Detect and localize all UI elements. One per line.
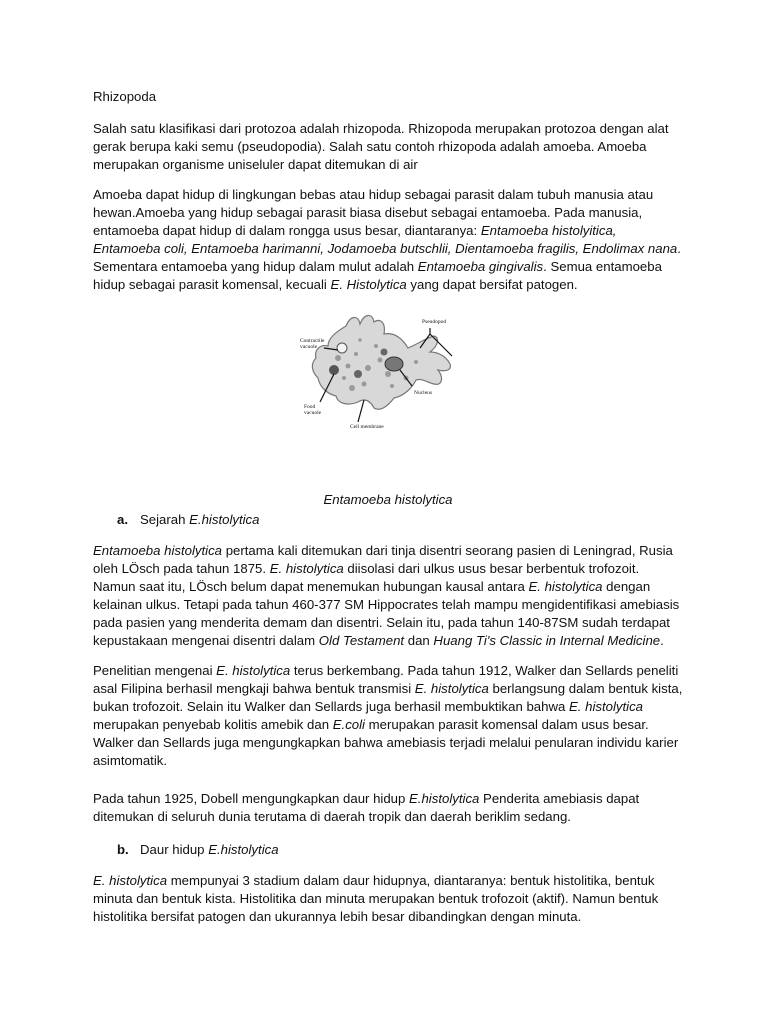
book-title: Old Testament: [318, 633, 405, 648]
section-title-species: E.histolytica: [189, 512, 260, 527]
section-b-heading: [117, 841, 279, 859]
species-name: E.coli: [332, 717, 365, 732]
text-run: mempunyai 3 stadium dalam daur hidupnya, diantaranya: bentuk histolitika, bentuk minuta dan bentuk kista. Histolitika dan minuta merupakan bentuk trofozoit (aktif). Namun bentuk histolitika bersifat patogen dan ukurannya lebih besar dibandingkan dengan minuta.: [93, 873, 659, 924]
species-name: E. histolytica: [93, 873, 168, 888]
text-run: Pada tahun 1925, Dobell mengungkapkan daur hidup: [93, 791, 410, 806]
food-vacuole: [329, 365, 339, 375]
species-name: E. histolytica: [414, 681, 489, 696]
caption-text: Entamoeba histolytica: [323, 492, 453, 508]
section-title: Sejarah: [140, 512, 190, 527]
label-food-vacuole: vacuole: [304, 410, 322, 416]
label-food: Food: [304, 404, 316, 410]
nucleus: [385, 357, 403, 371]
text-run: Penderita amebiasis dapat ditemukan di seluruh dunia terutama di daerah tropik dan daerah beriklim sedang.: [93, 791, 640, 824]
book-title: Huang Ti's Classic in Internal Medicine: [433, 633, 661, 648]
paragraph-amoeba: [93, 186, 683, 294]
species-list: Entamoeba histolyitica, Entamoeba coli, Entamoeba harimanni, Jodamoeba butschlii, Dientamoeba fragilis, Endolimax nana: [93, 223, 678, 256]
text-run: .: [660, 633, 664, 648]
text-run: . Sementara entamoeba yang hidup dalam mulut adalah: [93, 241, 681, 274]
label-contractile: Contractile: [300, 338, 325, 344]
label-cell-membrane: Cell membrane: [350, 424, 384, 430]
species-name: E. histolytica: [269, 561, 344, 576]
text-run: dengan kelainan ulkus. Tetapi pada tahun 460-377 SM Hippocrates telah mampu mengidentifikasi amebiasis pada pasien yang menderita demam dan disentri. Selain itu, pada tahun 140-87SM sudah terdapat kepustakaan mengenai disentri dalam: [93, 579, 680, 648]
species-name: E. histolytica: [568, 699, 644, 714]
text-run: berlangsung dalam bentuk kista, bukan trofozoit. Selain itu Walker dan Sellards juga berhasil membuktikan bahwa: [93, 681, 683, 714]
text-run: terus berkembang. Pada tahun 1912, Walker dan Sellards peneliti asal Filipina berhasil mengkaji bahwa bentuk transmisi: [93, 663, 679, 696]
species-name: E. histolytica: [528, 579, 603, 594]
species-name: Entamoeba gingivalis: [417, 259, 544, 274]
list-marker: a.: [117, 512, 128, 527]
section-a-heading: [117, 511, 260, 529]
text-run: merupakan penyebab kolitis amebik dan: [93, 717, 333, 732]
text-run: . Semua entamoeba hidup sebagai parasit komensal, kecuali: [93, 259, 662, 292]
food-vacuole: [354, 370, 362, 378]
text-run: Penelitian mengenai: [93, 663, 217, 678]
section-title-species: E.histolytica: [208, 842, 279, 857]
text-run: pertama kali ditemukan dari tinja disentri seorang pasien di Leningrad, Rusia oleh LÖsch pada tahun 1875.: [93, 543, 673, 576]
text-run: yang dapat bersifat patogen.: [406, 277, 578, 292]
contractile-vacuole: [337, 343, 347, 353]
label-contractile-vacuole: vacuole: [300, 344, 318, 350]
species-name: Entamoeba histolytica: [93, 543, 223, 558]
paragraph-history: [93, 542, 683, 650]
paragraph-intro: Salah satu klasifikasi dari protozoa adalah rhizopoda. Rhizopoda merupakan protozoa dengan alat gerak berupa kaki semu (pseudopodia). Salah satu contoh rhizopoda adalah amoeba. Amoeba merupakan organisme uniseluler dapat ditemukan di air: [93, 121, 669, 172]
text-run: Amoeba dapat hidup di lingkungan bebas atau hidup sebagai parasit dalam tubuh manusia atau hewan.Amoeba yang hidup sebagai parasit biasa disebut sebagai entamoeba. Pada manusia, entamoeba dapat hidup di dalam rongga usus besar, diantaranya:: [93, 187, 654, 238]
species-name: E.histolytica: [409, 791, 480, 806]
label-nucleus: Nucleus: [414, 390, 433, 396]
species-name: E. Histolytica: [330, 277, 407, 292]
label-pseudopod: Pseudopod: [422, 319, 447, 325]
paragraph-dobell: [93, 790, 683, 826]
section-title: Daur hidup: [140, 842, 209, 857]
amoeba-figure: [298, 308, 478, 432]
paragraph-lifecycle: [93, 872, 683, 926]
text-run: diisolasi dari ulkus usus besar berbentuk trofozoit. Namun saat itu, LÖsch belum dapat menemukan hubungan kausal antara: [93, 561, 640, 594]
amoeba-diagram: [298, 308, 478, 432]
paragraph-research: [93, 662, 683, 770]
text-run: merupakan parasit komensal dalam usus besar. Walker dan Sellards juga mengungkapkan bahwa amebiasis terjadi melalui penularan individu karier asimtomatik.: [93, 717, 679, 768]
list-marker: b.: [117, 842, 129, 857]
species-name: E. histolytica: [216, 663, 291, 678]
figure-caption: [93, 491, 683, 509]
text-run: dan: [404, 633, 434, 648]
heading-rhizopoda: Rhizopoda: [93, 89, 157, 104]
food-vacuole: [381, 349, 388, 356]
